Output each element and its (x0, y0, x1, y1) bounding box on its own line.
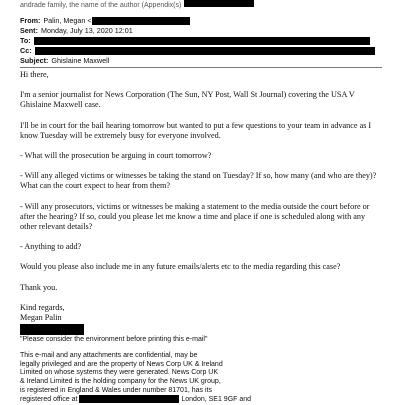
question-2: - Will any alleged victims or witnesses be taking the stand on Tuesday? If so, how many (and who are they)? What can the court expect to hear from them? (20, 171, 377, 191)
cc-row (20, 46, 382, 56)
to-row (20, 36, 382, 46)
redaction-bar (35, 47, 375, 55)
from-value: Palin, Megan < (43, 16, 92, 25)
environment-note: "Please consider the environment before printing this e-mail" (20, 335, 208, 343)
redaction-bar (34, 37, 370, 45)
disclaimer-line: Limited on whose systems they were generated. News Corp UK (20, 369, 219, 377)
footer-dashes: -- (20, 327, 25, 334)
from-row (20, 16, 382, 26)
sender-name: Megan Palin (20, 313, 62, 323)
disclaimer-line: & Ireland Limited is the holding company for the News UK group, (20, 377, 221, 385)
top-cropped-text (20, 0, 380, 9)
to-label: To: (20, 36, 31, 45)
greeting: Hi there, (20, 70, 49, 79)
sent-label: Sent: (20, 26, 38, 35)
disclaimer-line: This e-mail and any attachments are confidential, may be (20, 352, 198, 360)
context-paragraph: I'll be in court for the bail hearing tomorrow but wanted to put a few questions to your team in advance as I know Tuesday will be extremely busy for everyone involved. (20, 120, 372, 140)
subject-value: Ghislaine Maxwell (51, 56, 110, 65)
redaction-bar (92, 17, 190, 25)
question-4: - Anything to add? (20, 242, 82, 252)
top-cropped-line: andrade family, the name of the author (Appendix(s) (20, 2, 182, 9)
from-label: From: (20, 16, 41, 25)
sent-value: Monday, July 13, 2020 12:01 (40, 26, 133, 35)
sent-row (20, 26, 382, 36)
header-divider (20, 67, 382, 68)
disclaimer-line: legally privileged and are the property of News Corp UK & Ireland (20, 360, 223, 368)
redaction-bar (184, 0, 254, 7)
request-paragraph: Would you please also include me in any future emails/alerts etc to the media regarding this case? (20, 262, 341, 272)
subject-label: Subject: (20, 56, 49, 65)
disclaimer-line (20, 395, 360, 404)
email-footer (20, 327, 360, 405)
registered-office-label: registered office at (20, 396, 78, 403)
signoff: Kind regards, (20, 302, 65, 312)
subject-row (20, 56, 382, 66)
cc-label: Cc: (20, 46, 32, 55)
thanks: Thank you. (20, 282, 58, 292)
disclaimer-line: is registered in England & Wales under number 81701, has its (20, 386, 212, 394)
redaction-bar (79, 395, 179, 403)
email-body (20, 70, 382, 335)
registered-office-city: London, SE1 9GF and (181, 396, 252, 403)
question-1: - What will the prosecution be arguing in court tomorrow? (20, 151, 212, 161)
email-header (20, 16, 382, 66)
intro-paragraph: I'm a senior journalist for News Corporation (The Sun, NY Post, Wall St Journal) covering the USA V Ghislaine Maxwell case. (20, 90, 355, 110)
question-3: - Will any prosecutors, victims or witnesses be making a statement to the media outside the court before or after the hearing? If so, could you please let me know a time and place if one is scheduled along with any other relevant details? (20, 201, 370, 232)
